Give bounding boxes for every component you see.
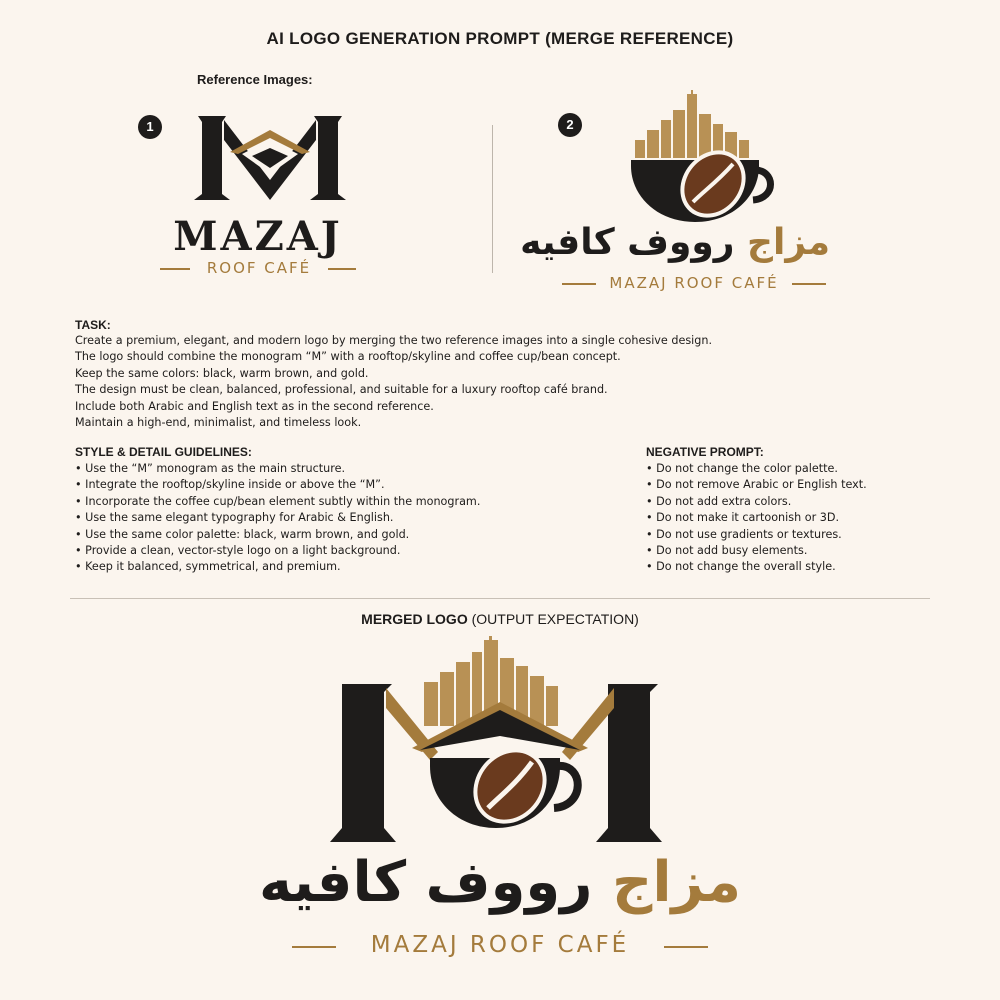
style-item: • Use the same color palette: black, warm brown, and gold. bbox=[75, 527, 480, 543]
style-item: • Use the “M” monogram as the main structure. bbox=[75, 461, 480, 477]
ref1-tagline: ROOF CAFÉ bbox=[206, 259, 312, 277]
task-line: The logo should combine the monogram “M” with a rooftop/skyline and coffee cup/bean concept. bbox=[75, 350, 621, 364]
negative-item: • Do not use gradients or textures. bbox=[646, 527, 867, 543]
merged-m-right-gold bbox=[562, 688, 614, 760]
negative-heading: NEGATIVE PROMPT: bbox=[646, 445, 764, 459]
style-item: • Integrate the rooftop/skyline inside or above the “M”. bbox=[75, 477, 480, 493]
reference-label: Reference Images: bbox=[197, 72, 313, 87]
merged-title-rest: (OUTPUT EXPECTATION) bbox=[467, 611, 639, 627]
negative-item: • Do not change the color palette. bbox=[646, 461, 867, 477]
style-item: • Use the same elegant typography for Arabic & English. bbox=[75, 510, 480, 526]
task-heading: TASK: bbox=[75, 318, 111, 332]
ref2-rule-left bbox=[562, 283, 596, 285]
ref1-wordmark: MAZAJ bbox=[173, 213, 343, 260]
task-line: Include both Arabic and English text as in the second reference. bbox=[75, 399, 434, 413]
merged-arabic-roof-cafe: رووف كافيه bbox=[258, 850, 593, 915]
merged-arabic-name bbox=[250, 848, 750, 918]
ref2-cup-skyline-mark bbox=[625, 90, 780, 230]
merged-title-bold: MERGED LOGO bbox=[361, 611, 468, 627]
task-line: The design must be clean, balanced, professional, and suitable for a luxury rooftop café brand. bbox=[75, 383, 608, 397]
merged-rule-right bbox=[664, 946, 708, 948]
style-list bbox=[75, 461, 480, 576]
merged-title bbox=[0, 611, 1000, 627]
merged-tagline: MAZAJ ROOF CAFÉ bbox=[370, 932, 630, 958]
task-line: Keep the same colors: black, warm brown, and gold. bbox=[75, 366, 369, 380]
ref2-arabic-roof-cafe: رووف كافيه bbox=[520, 222, 735, 263]
ref1-rule-left bbox=[160, 268, 190, 270]
style-item: • Keep it balanced, symmetrical, and premium. bbox=[75, 559, 480, 575]
ref2-arabic-mazaj: مزاج bbox=[747, 222, 830, 263]
task-line: Create a premium, elegant, and modern logo by merging the two reference images into a single cohesive design. bbox=[75, 334, 713, 347]
style-item: • Provide a clean, vector-style logo on a light background. bbox=[75, 543, 480, 559]
reference-divider bbox=[492, 125, 493, 273]
merged-rule-left bbox=[292, 946, 336, 948]
negative-item: • Do not make it cartoonish or 3D. bbox=[646, 510, 867, 526]
ref2-skyline bbox=[635, 90, 749, 158]
task-line: Maintain a high-end, minimalist, and timeless look. bbox=[75, 416, 362, 430]
task-body bbox=[75, 333, 712, 431]
ref1-rule-right bbox=[328, 268, 356, 270]
merged-arabic-mazaj: مزاج bbox=[611, 850, 742, 915]
badge-2: 2 bbox=[558, 113, 582, 137]
merged-monogram-logo bbox=[320, 636, 680, 851]
negative-item: • Do not add busy elements. bbox=[646, 543, 867, 559]
negative-item: • Do not add extra colors. bbox=[646, 494, 867, 510]
ref1-monogram-m bbox=[190, 110, 350, 205]
negative-item: • Do not remove Arabic or English text. bbox=[646, 477, 867, 493]
style-item: • Incorporate the coffee cup/bean element subtly within the monogram. bbox=[75, 494, 480, 510]
section-divider bbox=[70, 598, 930, 599]
ref2-rule-right bbox=[792, 283, 826, 285]
badge-1: 1 bbox=[138, 115, 162, 139]
ref2-tagline: MAZAJ ROOF CAFÉ bbox=[609, 274, 779, 292]
page-title: AI LOGO GENERATION PROMPT (MERGE REFERENCE) bbox=[266, 29, 734, 48]
negative-list bbox=[646, 461, 867, 576]
negative-item: • Do not change the overall style. bbox=[646, 559, 867, 575]
style-heading: STYLE & DETAIL GUIDELINES: bbox=[75, 445, 252, 459]
ref2-arabic-name bbox=[520, 222, 830, 263]
